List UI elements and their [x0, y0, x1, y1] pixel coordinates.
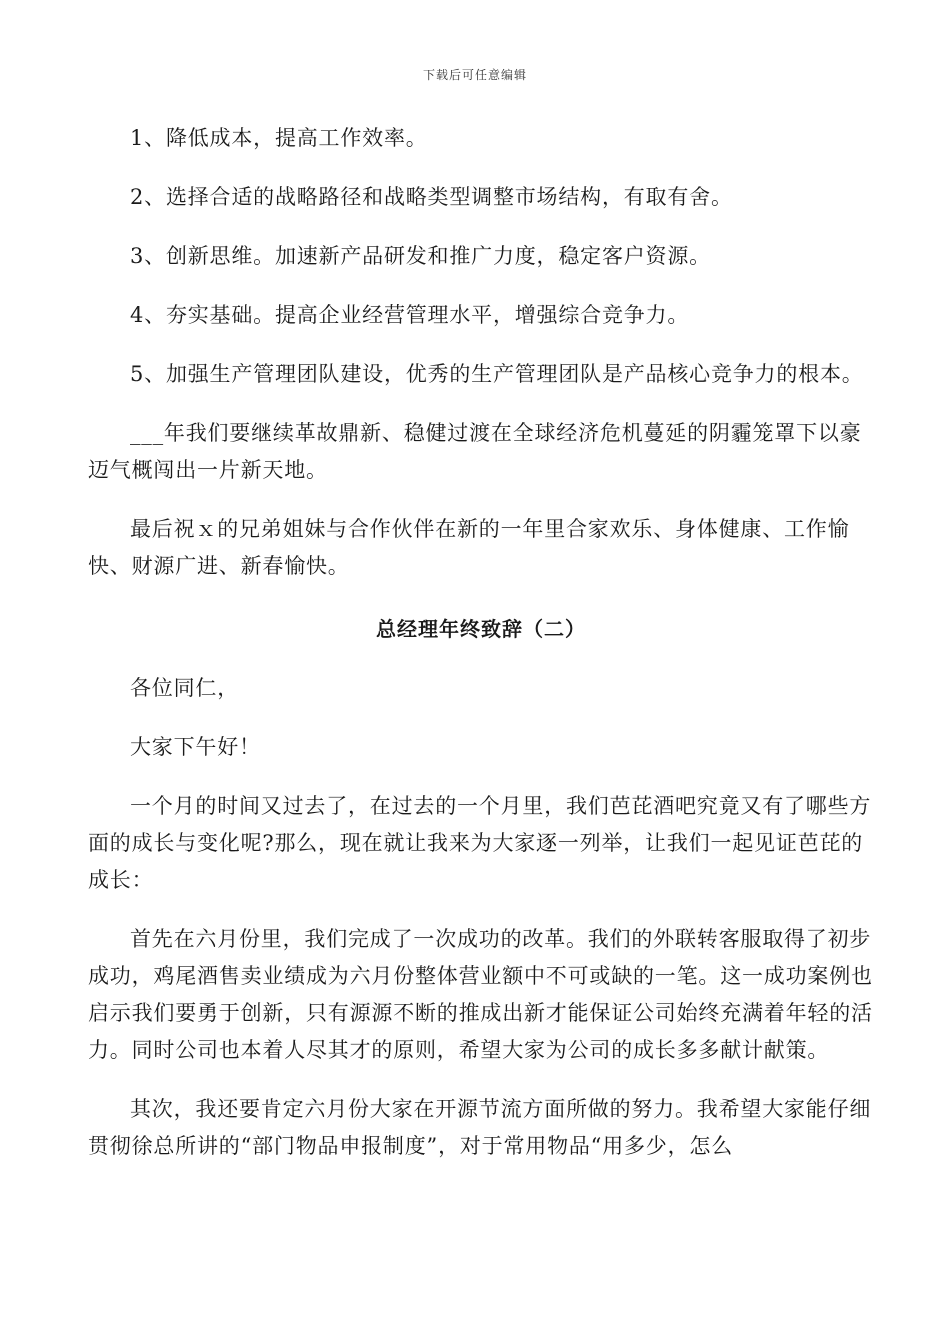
list-item: 4、夯实基础。提高企业经营管理水平，增强综合竞争力。	[130, 303, 690, 327]
list-item: 1、降低成本，提高工作效率。	[130, 126, 428, 150]
list-item: 2、选择合适的战略路径和战略类型调整市场结构，有取有舍。	[130, 185, 733, 209]
section-title: 总经理年终致辞（二）	[376, 617, 586, 641]
paragraph: 一个月的时间又过去了，在过去的一个月里，我们芭芘酒吧究竟又有了哪些方面的成长与变化呢?那么，现在就让我来为大家逐一列举，让我们一起见证芭芘的成长：	[88, 794, 872, 892]
document-body	[88, 120, 874, 1165]
paragraph: 其次，我还要肯定六月份大家在开源节流方面所做的努力。我希望大家能仔细贯彻徐总所讲的“部门物品申报制度”，对于常用物品“用多少，怎么	[88, 1097, 872, 1158]
list-item: 3、创新思维。加速新产品研发和推广力度，稳定客户资源。	[130, 244, 711, 268]
page-header-note: 下载后可任意编辑	[422, 68, 527, 82]
greeting: 大家下午好！	[130, 735, 261, 759]
list-item: 5、加强生产管理团队建设，优秀的生产管理团队是产品核心竞争力的根本。	[130, 362, 864, 386]
paragraph: ___年我们要继续革故鼎新、稳健过渡在全球经济危机蔓延的阴霾笼罩下以豪迈气概闯出一片新天地。	[88, 421, 862, 482]
greeting: 各位同仁，	[130, 676, 239, 700]
paragraph: 首先在六月份里，我们完成了一次成功的改革。我们的外联转客服取得了初步成功，鸡尾酒售卖业绩成为六月份整体营业额中不可或缺的一笔。这一成功案例也启示我们要勇于创新，只有源源不断的推成出新才能保证公司始终充满着年轻的活力。同时公司也本着人尽其才的原则，希望大家为公司的成长多多献计献策。	[88, 927, 873, 1062]
paragraph: 最后祝ｘ的兄弟姐妹与合作伙伴在新的一年里合家欢乐、身体健康、工作愉快、财源广进、新春愉快。	[88, 517, 850, 578]
